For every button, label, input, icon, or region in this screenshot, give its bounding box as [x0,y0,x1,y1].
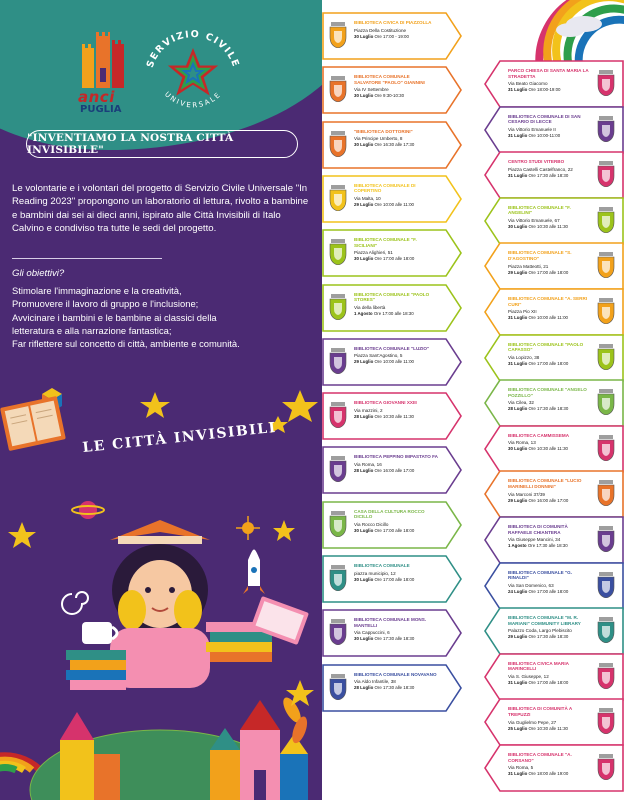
event-datetime [354,256,438,262]
event-date: 1 Agosto [354,310,373,316]
event-datetime [508,133,592,139]
library-name: BIBLIOTECA COMUNALE "M. R. MARIANI" COMMUNITY LIBRARY [508,615,581,626]
library-card [484,242,624,290]
library-card [322,338,462,386]
library-card [484,425,624,473]
event-date: 28 Luglio [354,413,374,419]
library-address: Via San Domenico, 63 [508,582,554,588]
event-time: Ore 17:30 alle 18:30 [526,543,568,549]
library-card [322,12,462,60]
library-name: BIBLIOTECA DI COMUNITÀ A TREPUZZI [508,706,573,717]
library-card [484,334,624,382]
anci-wordmark: anci [78,88,115,106]
library-name: CENTRO STUDI VITERBO [508,159,565,165]
library-card [484,288,624,336]
event-datetime [354,528,438,534]
municipal-crest-icon [328,348,348,374]
event-datetime [508,315,592,321]
event-time: Ore 17:00 alle 18:00 [527,679,569,685]
goal-item: Far riflettere sul concetto di città, ambiente e comunità. [12,338,240,350]
event-time: Ore 17:00 alle 18:30 [372,310,414,316]
event-date: 29 Luglio [354,359,374,365]
library-card [484,197,624,245]
library-name: BIBLIOTECA COMUNALE DI COPERTINO [354,182,416,194]
library-address: Via Rocco Dicillo [354,521,389,527]
library-address: Via Beato Giacomo [508,81,548,87]
municipal-crest-icon [328,674,348,700]
goal-item: Promuovere il lavoro di gruppo e l'inclusione; [12,298,199,310]
municipal-crest-icon [596,617,616,643]
library-info [508,615,592,640]
event-time: Ore 16:00 alle 17:00 [373,467,415,473]
library-info [508,205,592,230]
event-datetime [354,93,438,99]
municipal-crest-icon [328,456,348,482]
event-datetime [508,498,592,504]
event-time: Ore 10:30 alle 11:30 [527,446,568,452]
library-name: BIBLIOTECA DI COMUNITÀ RAFFAELE CHIANTERA [508,524,568,535]
library-name: BIBLIOTECA GIOVANNI XXIII [354,400,417,406]
event-date: 31 Luglio [508,360,528,366]
project-title-box [26,130,298,158]
event-time: Ore 17:00 alle 18:00 [527,360,569,366]
goal-item: Avvicinare i bambini e le bambine ai classici della [12,311,217,323]
library-info [354,509,438,534]
library-address: Via Roma, 5 [508,765,534,771]
library-name: BIBLIOTECA CIVICA DI PIAZZOLLA [354,20,432,25]
event-time: Ore 18:00 alle 19:00 [527,771,569,777]
event-datetime [508,173,592,179]
library-info [508,114,592,139]
municipal-crest-icon [596,663,616,689]
municipal-crest-icon [328,185,348,211]
event-datetime [508,361,592,367]
event-date: 30 Luglio [354,576,374,582]
library-address: Via Principe Umberto, 8 [354,136,403,142]
library-name: BIBLIOTECA COMUNALE DI SAN CESARIO DI LECCE [508,113,581,125]
municipal-crest-icon [596,435,616,461]
event-datetime [508,406,592,412]
library-card [322,66,462,114]
puglia-wordmark: PUGLIA [80,104,122,115]
library-name: BIBLIOTECA COMUNALE "F. ANGELINI" [508,204,571,216]
library-name: BIBLIOTECA COMUNALE SALVATORE "PAOLO" GIANNINI [354,74,425,85]
event-date: 30 Luglio [354,33,374,39]
municipal-crest-icon [328,294,348,320]
event-time: Ore 10:30 alle 11:30 [373,413,414,419]
event-time: Ore 17:30 alle 18:30 [527,172,569,178]
library-card [484,151,624,199]
library-name: BIBLIOTECA COMUNALE [354,563,410,568]
library-card [322,175,462,223]
event-time: Ore 10:30 alle 11:30 [527,725,568,731]
municipal-crest-icon [596,116,616,142]
library-address: Via Giuseppe Mancini, 34 [508,537,561,543]
goals-list [12,284,317,350]
library-info [354,563,438,583]
municipal-crest-icon [328,565,348,591]
event-time: Ore 17:00 - 19:00 [373,33,409,39]
event-datetime [354,202,438,208]
library-card [322,229,462,277]
municipal-crest-icon [596,70,616,96]
library-address: Piazza Matteotti, 21 [508,263,549,269]
library-card [484,744,624,792]
event-date: 29 Luglio [508,634,528,640]
library-info [354,183,438,208]
library-info [508,752,592,777]
library-card [484,60,624,108]
event-time: Ore 16:00 alle 17:00 [527,497,569,503]
municipal-crest-icon [596,207,616,233]
event-datetime [508,224,592,230]
event-date: 28 Luglio [354,685,374,691]
library-name: BIBLIOTECA COMUNALE MONS. MANTELLI [354,617,427,628]
event-datetime [354,636,438,642]
event-time: Ore 17:00 alle 18:00 [373,256,415,262]
municipal-crest-icon [328,131,348,157]
divider [12,258,162,259]
library-info [508,706,592,731]
municipal-crest-icon [596,754,616,780]
event-date: 25 Luglio [508,725,528,731]
event-time: Ore 10:00-11:00 [527,132,561,138]
library-card [484,379,624,427]
event-datetime [508,270,592,276]
library-address: Via Vittorio Emanuele, 67 [508,217,560,223]
library-address: Piazza Della Costituzione [354,27,407,33]
event-datetime [508,446,592,452]
municipal-crest-icon [596,526,616,552]
library-name: BIBLIOTECA COMUNALE "ANGELO POZZILLO" [508,387,587,398]
event-time: Ore 17:30 alle 18:30 [527,634,569,640]
library-name: BIBLIOTECA COMUNALE "LUZIO" [354,345,430,351]
library-name: BIBLIOTECA COMUNALE "PAOLO CAPASSO" [508,341,584,353]
library-info [508,296,592,321]
library-name: BIBLIOTECA COMUNALE "A. SERRI CURI" [508,296,588,307]
event-date: 31 Luglio [508,315,528,321]
library-address: Via IV Settembre [354,87,389,93]
event-date: 31 Luglio [508,172,528,178]
library-card [322,392,462,440]
event-datetime [354,34,438,40]
library-address: Piazza Alighieri, 51 [354,250,393,256]
library-card [322,121,462,169]
library-info [354,20,438,40]
library-info [508,478,592,503]
library-info [508,524,592,549]
project-title: "INVENTIAMO LA NOSTRA CITTÀ INVISIBILE" [27,132,234,156]
event-date: 31 Luglio [508,87,528,93]
event-time: Ore 10:00 alle 11:00 [373,202,414,208]
library-name: BIBLIOTECA CAMMISSEMA [508,432,570,438]
event-time: Ore 17:30 alle 18:30 [373,685,415,691]
event-time: Ore 18:00-19:00 [527,87,561,93]
event-time: Ore 9:30-10:30 [373,93,405,99]
event-date: 30 Luglio [354,636,374,642]
event-datetime [354,685,438,691]
goal-item: letteratura e alla narrazione fantastica; [12,324,172,336]
goals-title: Gli obiettivi? [12,268,65,279]
event-date: 30 Luglio [354,142,374,148]
library-card [322,446,462,494]
library-name: PARCO CHIESA DI SANTA MARIA LA STRADETTA [508,68,589,79]
municipal-crest-icon [596,252,616,278]
library-address: Via della libertà [354,304,386,310]
event-date: 30 Luglio [354,527,374,533]
library-info [354,672,438,692]
municipal-crest-icon [328,402,348,428]
municipal-crest-icon [328,239,348,265]
event-datetime [508,680,592,686]
municipal-crest-icon [596,389,616,415]
event-datetime [508,543,592,549]
library-info [508,570,592,595]
event-datetime [508,634,592,640]
goal-item: Stimolare l'immaginazione e la creatività, [12,285,182,296]
library-card [322,609,462,657]
event-date: 30 Luglio [508,446,528,452]
event-date: 28 Luglio [508,406,528,412]
library-info [508,433,592,453]
scu-top-text: SERVIZIO CIVILE [144,28,242,70]
event-date: 29 Luglio [508,269,528,275]
event-datetime [508,87,592,93]
library-address: Via Marconi 37/39 [508,491,545,497]
library-info [354,454,438,474]
library-name: BIBLIOTECA CIVICA MARIA MARINCELLI [508,660,569,672]
event-datetime [508,726,592,732]
library-card [484,470,624,518]
library-info [508,68,592,93]
library-card [484,607,624,655]
library-info [354,346,438,366]
event-time: Ore 17:30 alle 18:30 [373,636,415,642]
library-info [354,74,438,99]
library-name: BIBLIOTECA COMUNALE "PAOLO STORES" [354,291,430,303]
scu-bottom-text: UNIVERSALE [163,90,223,110]
event-date: 29 Luglio [354,202,374,208]
illustration-title: LE CITTÀ INVISIBILI [81,419,278,457]
library-address: Via Aldo Infantile, 38 [354,679,396,685]
library-info [354,292,438,317]
library-info [354,129,438,149]
library-info [354,237,438,262]
event-date: 24 Luglio [508,588,528,594]
municipal-crest-icon [596,344,616,370]
event-datetime [354,468,438,474]
library-name: BIBLIOTECA COMUNALE "S. D'AGOSTINO" [508,250,572,261]
event-time: Ore 17:00 alle 18:00 [373,576,415,582]
library-name: BIBLIOTECA COMUNALE "LUCIO MARINELLI DONNINI" [508,478,582,489]
event-datetime [508,589,592,595]
event-time: Ore 17:30 alle 18:30 [527,406,569,412]
library-info [508,250,592,275]
library-address: piazza municipio, 12 [354,570,396,576]
library-address: Via S. Giuseppe, 12 [508,673,549,679]
event-datetime [354,142,438,148]
library-address: Piazza Sant'Agostino, 5 [354,353,403,359]
servizio-civile-logo [138,14,248,118]
library-card [322,555,462,603]
library-name: BIBLIOTECA COMUNALE NOVAVANO [354,671,437,677]
event-time: Ore 10:00 alle 11:00 [527,315,568,321]
library-card [322,284,462,332]
library-info [354,617,438,642]
event-date: 31 Luglio [508,771,528,777]
event-date: 28 Luglio [354,467,374,473]
library-name: CASA DELLA CULTURA ROCCO DICILLO [354,508,425,520]
library-card [322,664,462,712]
event-time: Ore 17:00 alle 18:00 [373,527,415,533]
municipal-crest-icon [596,572,616,598]
event-date: 30 Luglio [354,256,374,262]
library-name: BIBLIOTECA COMUNALE "G. RINALDI" [508,569,573,581]
event-date: 31 Luglio [508,679,528,685]
event-time: Ore 17:00 alle 18:00 [527,269,569,275]
library-card [484,562,624,610]
library-card [322,501,462,549]
municipal-crest-icon [596,708,616,734]
library-address: Piazza Castelli Castelfranco, 22 [508,166,573,172]
library-address: Via Vittorio Emanuele II [508,126,556,132]
event-datetime [508,771,592,777]
event-date: 30 Luglio [354,93,374,99]
event-date: 31 Luglio [508,132,528,138]
svg-text:UNIVERSALE [163,90,223,109]
municipal-crest-icon [596,480,616,506]
event-date: 29 Luglio [508,497,528,503]
library-name: BIBLIOTECA PEPPINO IMPASTATO FA [354,454,438,460]
library-address: Via Guglielmo Pepe, 27 [508,719,557,725]
library-address: Via Roma, 16 [354,461,382,467]
municipal-crest-icon [328,76,348,102]
library-address: Via Lopizzo, 38 [508,354,540,360]
municipal-crest-icon [328,619,348,645]
municipal-crest-icon [328,511,348,537]
library-info [508,159,592,179]
event-time: Ore 16:30 alle 17:30 [373,142,415,148]
library-name: BIBLIOTECA COMUNALE "F. SICILIANI" [354,237,417,248]
library-address: Via mazzini, 2 [354,407,383,413]
library-card [484,516,624,564]
municipal-crest-icon [328,22,348,48]
event-datetime [354,359,438,365]
library-card [484,106,624,154]
library-address: Palazzo Coda, Largo Plebiscito [508,628,572,634]
library-info [508,387,592,412]
library-address: Via Malta, 10 [354,196,381,202]
intro-paragraph: Le volontarie e i volontari del progetto di Servizio Civile Universale "In Reading 2023" propongono un laboratorio di lettura, rivolto a bambine e bambini dai sei ai dieci anni, ispirato alle Città Invisibili di Italo Calvino e condiviso tra tutte le sedi del progetto. [12,183,309,235]
event-time: Ore 10:00 alle 11:00 [373,359,414,365]
library-address: Piazza Pio XII [508,309,537,315]
event-date: 30 Luglio [508,223,528,229]
municipal-crest-icon [596,298,616,324]
event-date: 1 Agosto [508,543,527,549]
event-datetime [354,414,438,420]
event-time: Ore 10:30 alle 11:30 [527,223,568,229]
event-datetime [354,577,438,583]
event-datetime [354,311,438,317]
library-card [484,698,624,746]
library-info [354,400,438,420]
library-address: Via Cappuccini, 6 [354,630,390,636]
municipal-crest-icon [596,161,616,187]
library-info [508,342,592,367]
library-info [508,661,592,686]
event-time: Ore 17:00 alle 18:00 [527,588,569,594]
library-address: Via Cilea, 32 [508,400,534,406]
library-name: "BIBLIOTECA DOTTORINI" [354,128,413,134]
library-card [484,653,624,701]
library-name: BIBLIOTECA COMUNALE "A. CORSANO" [508,752,572,763]
library-address: Via Roma, 13 [508,440,536,446]
